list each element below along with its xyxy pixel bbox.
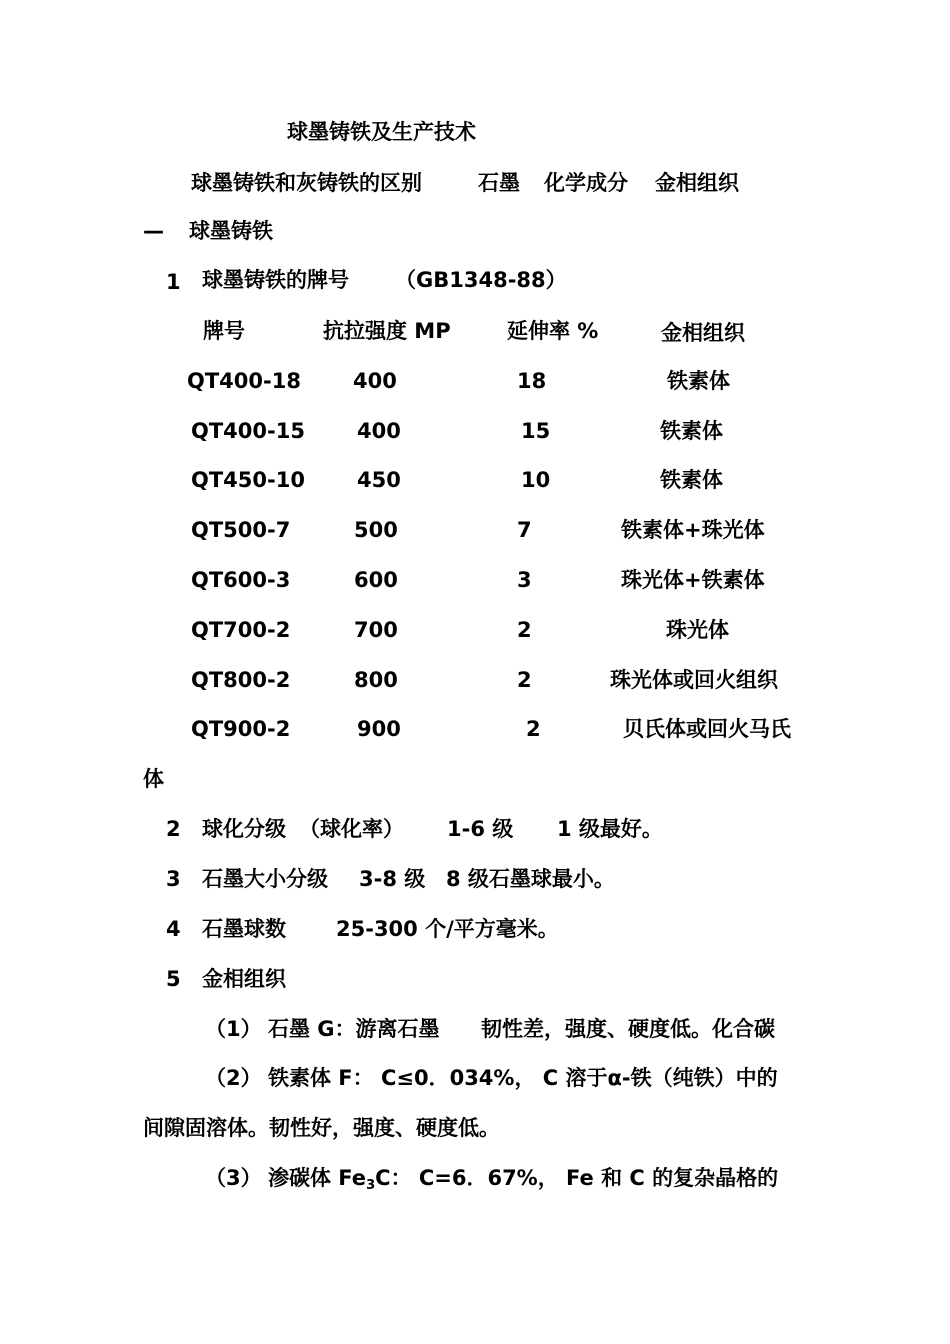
table-wrap-text: 体: [143, 767, 164, 791]
item-3-label: 石墨大小分级: [202, 867, 328, 891]
item-2-note: 1 级最好。: [557, 817, 663, 841]
sub-3-text: [268, 1164, 778, 1192]
table-cell-strength: 800: [354, 668, 398, 692]
sub-3-description: C： C=6．67%， Fe 和 C 的复杂晶格的: [375, 1166, 779, 1190]
table-cell-strength: 400: [357, 419, 401, 443]
table-cell-structure: 珠光体: [666, 618, 729, 642]
item-4-count: 25-300 个/平方毫米。: [336, 917, 559, 941]
subtitle-difference: 球墨铸铁和灰铸铁的区别: [191, 171, 422, 195]
sub-3-formula: 渗碳体 Fe: [268, 1166, 367, 1190]
sub-2-text: 铁素体 F： C≤0．034%， C 溶于α-铁（纯铁）中的: [268, 1066, 778, 1090]
table-cell-grade: QT400-15: [191, 419, 305, 443]
subtitle-chemistry: 化学成分: [544, 171, 628, 195]
table-cell-elongation: 15: [521, 419, 551, 443]
item-4-label: 石墨球数: [202, 917, 286, 941]
table-cell-grade: QT700-2: [191, 618, 291, 642]
sub-3-number: （3）: [205, 1166, 262, 1190]
table-cell-elongation: 18: [517, 369, 547, 393]
item-2-rate: （球化率）: [299, 817, 404, 841]
table-cell-grade: QT450-10: [191, 468, 305, 492]
item-5-label: 金相组织: [202, 967, 286, 991]
table-cell-strength: 500: [354, 518, 398, 542]
sub-2-continuation: 间隙固溶体。韧性好，强度、硬度低。: [143, 1116, 500, 1140]
table-cell-elongation: 2: [517, 618, 532, 642]
table-cell-structure: 铁素体: [660, 419, 723, 443]
subtitle-metallography: 金相组织: [655, 171, 739, 195]
table-cell-structure: 珠光体或回火组织: [610, 668, 778, 692]
section-number: —: [143, 219, 164, 243]
item-1-number: 1: [166, 270, 181, 294]
table-cell-structure: 珠光体+铁素体: [621, 568, 765, 592]
item-2-number: 2: [166, 817, 181, 841]
table-cell-grade: QT400-18: [187, 369, 301, 393]
item-5-number: 5: [166, 967, 181, 991]
sub-3-subscript: 3: [366, 1178, 376, 1193]
item-4-number: 4: [166, 917, 181, 941]
table-cell-elongation: 2: [517, 668, 532, 692]
item-2-range: 1-6 级: [447, 817, 514, 841]
table-header-structure: 金相组织: [661, 321, 745, 345]
table-cell-structure: 贝氏体或回火马氏: [623, 717, 791, 741]
sub-1-note: 韧性差，强度、硬度低。化合碳: [481, 1017, 775, 1041]
document-title: 球墨铸铁及生产技术: [287, 120, 476, 144]
sub-1-number: （1）: [205, 1017, 262, 1041]
table-header-strength: 抗拉强度 MP: [323, 319, 451, 343]
table-cell-elongation: 2: [526, 717, 541, 741]
section-heading: 球墨铸铁: [189, 219, 273, 243]
table-cell-strength: 400: [353, 369, 397, 393]
table-cell-grade: QT600-3: [191, 568, 291, 592]
table-cell-elongation: 10: [521, 468, 551, 492]
table-cell-strength: 450: [357, 468, 401, 492]
table-cell-structure: 铁素体: [667, 369, 730, 393]
table-header-grade: 牌号: [203, 319, 245, 343]
sub-2-number: （2）: [205, 1066, 262, 1090]
table-cell-elongation: 3: [517, 568, 532, 592]
item-2-label: 球化分级: [202, 817, 286, 841]
table-header-elongation: 延伸率 %: [507, 319, 599, 343]
table-cell-strength: 900: [357, 717, 401, 741]
table-cell-grade: QT500-7: [191, 518, 291, 542]
table-cell-elongation: 7: [517, 518, 532, 542]
table-cell-strength: 700: [354, 618, 398, 642]
table-cell-structure: 铁素体: [660, 468, 723, 492]
subtitle-graphite: 石墨: [478, 171, 520, 195]
item-3-range: 3-8 级: [359, 867, 426, 891]
table-cell-grade: QT900-2: [191, 717, 291, 741]
table-cell-strength: 600: [354, 568, 398, 592]
table-cell-structure: 铁素体+珠光体: [621, 518, 765, 542]
item-1-label: 球墨铸铁的牌号: [202, 268, 349, 292]
item-3-number: 3: [166, 867, 181, 891]
table-cell-grade: QT800-2: [191, 668, 291, 692]
item-3-note: 8 级石墨球最小。: [446, 867, 615, 891]
item-1-standard: （GB1348-88）: [395, 268, 567, 292]
sub-1-text: 石墨 G：游离石墨: [268, 1017, 440, 1041]
